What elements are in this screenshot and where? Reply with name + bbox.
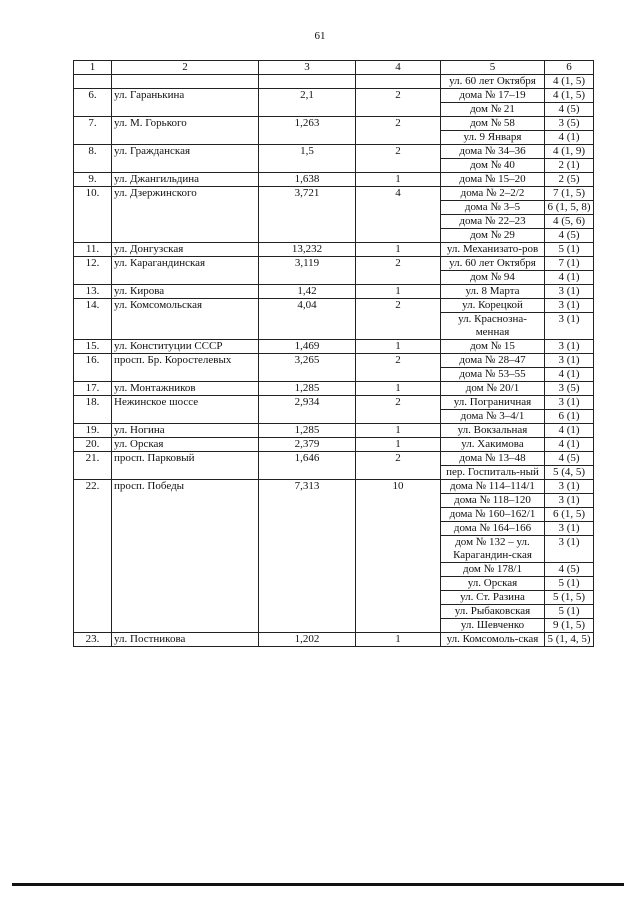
lanes-cell: 1 bbox=[356, 340, 441, 354]
lanes-cell: 1 bbox=[356, 438, 441, 452]
value-cell: 3 (1) bbox=[545, 522, 594, 536]
value-cell: 4 (5) bbox=[545, 452, 594, 466]
intersection-cell: дом № 21 bbox=[441, 103, 545, 117]
intersection-cell: дома № 28–47 bbox=[441, 354, 545, 368]
value-cell: 4 (1) bbox=[545, 424, 594, 438]
value-cell: 3 (1) bbox=[545, 396, 594, 410]
length-cell: 1,42 bbox=[259, 285, 356, 299]
length-cell: 1,646 bbox=[259, 452, 356, 480]
row-number-cell: 22. bbox=[74, 480, 112, 633]
intersection-cell: дома № 22–23 bbox=[441, 215, 545, 229]
intersection-cell: дома № 15–20 bbox=[441, 173, 545, 187]
value-cell: 4 (1) bbox=[545, 131, 594, 145]
intersection-cell: ул. Ст. Разина bbox=[441, 591, 545, 605]
intersection-cell: дом № 40 bbox=[441, 159, 545, 173]
length-cell: 1,263 bbox=[259, 117, 356, 145]
length-cell: 1,5 bbox=[259, 145, 356, 173]
table-row bbox=[74, 285, 594, 299]
intersection-cell: дом № 20/1 bbox=[441, 382, 545, 396]
intersection-cell: ул. 60 лет Октября bbox=[441, 257, 545, 271]
value-cell: 3 (5) bbox=[545, 117, 594, 131]
lanes-cell: 1 bbox=[356, 173, 441, 187]
street-name-cell: просп. Победы bbox=[112, 480, 259, 633]
intersection-cell: ул. 60 лет Октября bbox=[441, 75, 545, 89]
intersection-cell: ул. Краснозна-менная bbox=[441, 313, 545, 340]
street-name-cell: ул. Кирова bbox=[112, 285, 259, 299]
street-name-cell: ул. М. Горького bbox=[112, 117, 259, 145]
row-number-cell: 13. bbox=[74, 285, 112, 299]
table-row bbox=[74, 89, 594, 103]
table-row bbox=[74, 75, 594, 89]
value-cell: 4 (1, 5) bbox=[545, 89, 594, 103]
table-row bbox=[74, 187, 594, 201]
intersection-cell: дом № 15 bbox=[441, 340, 545, 354]
intersection-cell: ул. Механизато-ров bbox=[441, 243, 545, 257]
lanes-cell: 4 bbox=[356, 187, 441, 243]
value-cell: 3 (1) bbox=[545, 480, 594, 494]
street-name-cell bbox=[112, 75, 259, 89]
value-cell: 4 (1) bbox=[545, 271, 594, 285]
column-header: 6 bbox=[545, 61, 594, 75]
column-header: 1 bbox=[74, 61, 112, 75]
lanes-cell: 1 bbox=[356, 285, 441, 299]
value-cell: 6 (1) bbox=[545, 410, 594, 424]
intersection-cell: ул. Комсомоль-ская bbox=[441, 633, 545, 647]
value-cell: 5 (1, 5) bbox=[545, 591, 594, 605]
value-cell: 2 (1) bbox=[545, 159, 594, 173]
length-cell: 1,285 bbox=[259, 424, 356, 438]
value-cell: 4 (1, 5) bbox=[545, 75, 594, 89]
column-header: 5 bbox=[441, 61, 545, 75]
length-cell: 4,04 bbox=[259, 299, 356, 340]
row-number-cell bbox=[74, 75, 112, 89]
value-cell: 5 (1) bbox=[545, 243, 594, 257]
value-cell: 7 (1) bbox=[545, 257, 594, 271]
value-cell: 4 (5) bbox=[545, 103, 594, 117]
row-number-cell: 12. bbox=[74, 257, 112, 285]
row-number-cell: 9. bbox=[74, 173, 112, 187]
row-number-cell: 19. bbox=[74, 424, 112, 438]
table-row bbox=[74, 257, 594, 271]
value-cell: 4 (5, 6) bbox=[545, 215, 594, 229]
value-cell: 3 (1) bbox=[545, 299, 594, 313]
value-cell: 9 (1, 5) bbox=[545, 619, 594, 633]
value-cell: 7 (1, 5) bbox=[545, 187, 594, 201]
column-header: 3 bbox=[259, 61, 356, 75]
value-cell: 3 (1) bbox=[545, 354, 594, 368]
row-number-cell: 21. bbox=[74, 452, 112, 480]
length-cell: 1,638 bbox=[259, 173, 356, 187]
intersection-cell: ул. 8 Марта bbox=[441, 285, 545, 299]
value-cell: 3 (1) bbox=[545, 340, 594, 354]
value-cell: 4 (1) bbox=[545, 438, 594, 452]
value-cell: 5 (4, 5) bbox=[545, 466, 594, 480]
intersection-cell: дома № 53–55 bbox=[441, 368, 545, 382]
value-cell: 5 (1, 4, 5) bbox=[545, 633, 594, 647]
value-cell: 4 (5) bbox=[545, 563, 594, 577]
value-cell: 3 (1) bbox=[545, 494, 594, 508]
lanes-cell: 1 bbox=[356, 243, 441, 257]
intersection-cell: ул. Пограничная bbox=[441, 396, 545, 410]
row-number-cell: 17. bbox=[74, 382, 112, 396]
street-name-cell: ул. Дзержинского bbox=[112, 187, 259, 243]
street-name-cell: Нежинское шоссе bbox=[112, 396, 259, 424]
intersection-cell: дома № 34–36 bbox=[441, 145, 545, 159]
column-header: 4 bbox=[356, 61, 441, 75]
length-cell: 1,285 bbox=[259, 382, 356, 396]
lanes-cell: 1 bbox=[356, 633, 441, 647]
value-cell: 5 (1) bbox=[545, 577, 594, 591]
street-name-cell: ул. Карагандинская bbox=[112, 257, 259, 285]
intersection-cell: дома № 164–166 bbox=[441, 522, 545, 536]
table-row bbox=[74, 452, 594, 466]
roads-table bbox=[73, 60, 594, 647]
intersection-cell: дома № 17–19 bbox=[441, 89, 545, 103]
intersection-cell: ул. Рыбаковская bbox=[441, 605, 545, 619]
table-row bbox=[74, 438, 594, 452]
value-cell: 2 (5) bbox=[545, 173, 594, 187]
street-name-cell: ул. Джангильдина bbox=[112, 173, 259, 187]
table-row bbox=[74, 633, 594, 647]
intersection-cell: ул. Орская bbox=[441, 577, 545, 591]
intersection-cell: ул. Хакимова bbox=[441, 438, 545, 452]
lanes-cell: 1 bbox=[356, 382, 441, 396]
value-cell: 3 (5) bbox=[545, 382, 594, 396]
intersection-cell: дома № 3–5 bbox=[441, 201, 545, 215]
intersection-cell: ул. Корецкой bbox=[441, 299, 545, 313]
lanes-cell: 2 bbox=[356, 257, 441, 285]
intersection-cell: ул. Шевченко bbox=[441, 619, 545, 633]
lanes-cell: 2 bbox=[356, 299, 441, 340]
table-row bbox=[74, 243, 594, 257]
street-name-cell: ул. Гаранькина bbox=[112, 89, 259, 117]
intersection-cell: дом № 58 bbox=[441, 117, 545, 131]
street-name-cell: просп. Бр. Коростелевых bbox=[112, 354, 259, 382]
lanes-cell: 2 bbox=[356, 117, 441, 145]
street-name-cell: просп. Парковый bbox=[112, 452, 259, 480]
lanes-cell: 2 bbox=[356, 354, 441, 382]
lanes-cell: 1 bbox=[356, 424, 441, 438]
intersection-cell: дом № 132 – ул. Карагандин-ская bbox=[441, 536, 545, 563]
lanes-cell: 2 bbox=[356, 145, 441, 173]
intersection-cell: дом № 178/1 bbox=[441, 563, 545, 577]
row-number-cell: 23. bbox=[74, 633, 112, 647]
intersection-cell: дома № 114–114/1 bbox=[441, 480, 545, 494]
table-row bbox=[74, 340, 594, 354]
lanes-cell: 10 bbox=[356, 480, 441, 633]
table-row bbox=[74, 424, 594, 438]
value-cell: 4 (1) bbox=[545, 368, 594, 382]
bottom-rule bbox=[12, 883, 624, 886]
value-cell: 3 (1) bbox=[545, 313, 594, 340]
row-number-cell: 8. bbox=[74, 145, 112, 173]
street-name-cell: ул. Постникова bbox=[112, 633, 259, 647]
intersection-cell: дом № 94 bbox=[441, 271, 545, 285]
intersection-cell: пер. Госпиталь-ный bbox=[441, 466, 545, 480]
row-number-cell: 6. bbox=[74, 89, 112, 117]
lanes-cell: 2 bbox=[356, 396, 441, 424]
row-number-cell: 14. bbox=[74, 299, 112, 340]
value-cell: 3 (1) bbox=[545, 285, 594, 299]
table-row bbox=[74, 480, 594, 494]
table-row bbox=[74, 117, 594, 131]
intersection-cell: дома № 160–162/1 bbox=[441, 508, 545, 522]
value-cell: 3 (1) bbox=[545, 536, 594, 563]
street-name-cell: ул. Гражданская bbox=[112, 145, 259, 173]
table-row bbox=[74, 354, 594, 368]
length-cell: 3,265 bbox=[259, 354, 356, 382]
length-cell: 2,379 bbox=[259, 438, 356, 452]
intersection-cell: дома № 13–48 bbox=[441, 452, 545, 466]
intersection-cell: дома № 118–120 bbox=[441, 494, 545, 508]
street-name-cell: ул. Монтажников bbox=[112, 382, 259, 396]
intersection-cell: ул. 9 Января bbox=[441, 131, 545, 145]
row-number-cell: 11. bbox=[74, 243, 112, 257]
table-row bbox=[74, 173, 594, 187]
length-cell: 7,313 bbox=[259, 480, 356, 633]
intersection-cell: дома № 3–4/1 bbox=[441, 410, 545, 424]
length-cell: 2,1 bbox=[259, 89, 356, 117]
street-name-cell: ул. Орская bbox=[112, 438, 259, 452]
row-number-cell: 7. bbox=[74, 117, 112, 145]
lanes-cell: 2 bbox=[356, 89, 441, 117]
length-cell: 3,119 bbox=[259, 257, 356, 285]
length-cell: 1,202 bbox=[259, 633, 356, 647]
table-row bbox=[74, 382, 594, 396]
row-number-cell: 15. bbox=[74, 340, 112, 354]
value-cell: 5 (1) bbox=[545, 605, 594, 619]
row-number-cell: 16. bbox=[74, 354, 112, 382]
length-cell bbox=[259, 75, 356, 89]
intersection-cell: дом № 29 bbox=[441, 229, 545, 243]
table-row bbox=[74, 299, 594, 313]
row-number-cell: 20. bbox=[74, 438, 112, 452]
length-cell: 2,934 bbox=[259, 396, 356, 424]
street-name-cell: ул. Ногина bbox=[112, 424, 259, 438]
table-row bbox=[74, 145, 594, 159]
street-name-cell: ул. Комсомольская bbox=[112, 299, 259, 340]
intersection-cell: дома № 2–2/2 bbox=[441, 187, 545, 201]
table-row bbox=[74, 396, 594, 410]
row-number-cell: 10. bbox=[74, 187, 112, 243]
lanes-cell bbox=[356, 75, 441, 89]
page-number: 61 bbox=[314, 30, 326, 42]
street-name-cell: ул. Донгузская bbox=[112, 243, 259, 257]
value-cell: 4 (5) bbox=[545, 229, 594, 243]
value-cell: 6 (1, 5) bbox=[545, 508, 594, 522]
length-cell: 3,721 bbox=[259, 187, 356, 243]
street-name-cell: ул. Конституции СССР bbox=[112, 340, 259, 354]
length-cell: 13,232 bbox=[259, 243, 356, 257]
table-header-row bbox=[74, 61, 594, 75]
value-cell: 4 (1, 9) bbox=[545, 145, 594, 159]
value-cell: 6 (1, 5, 8) bbox=[545, 201, 594, 215]
intersection-cell: ул. Вокзальная bbox=[441, 424, 545, 438]
lanes-cell: 2 bbox=[356, 452, 441, 480]
row-number-cell: 18. bbox=[74, 396, 112, 424]
length-cell: 1,469 bbox=[259, 340, 356, 354]
column-header: 2 bbox=[112, 61, 259, 75]
